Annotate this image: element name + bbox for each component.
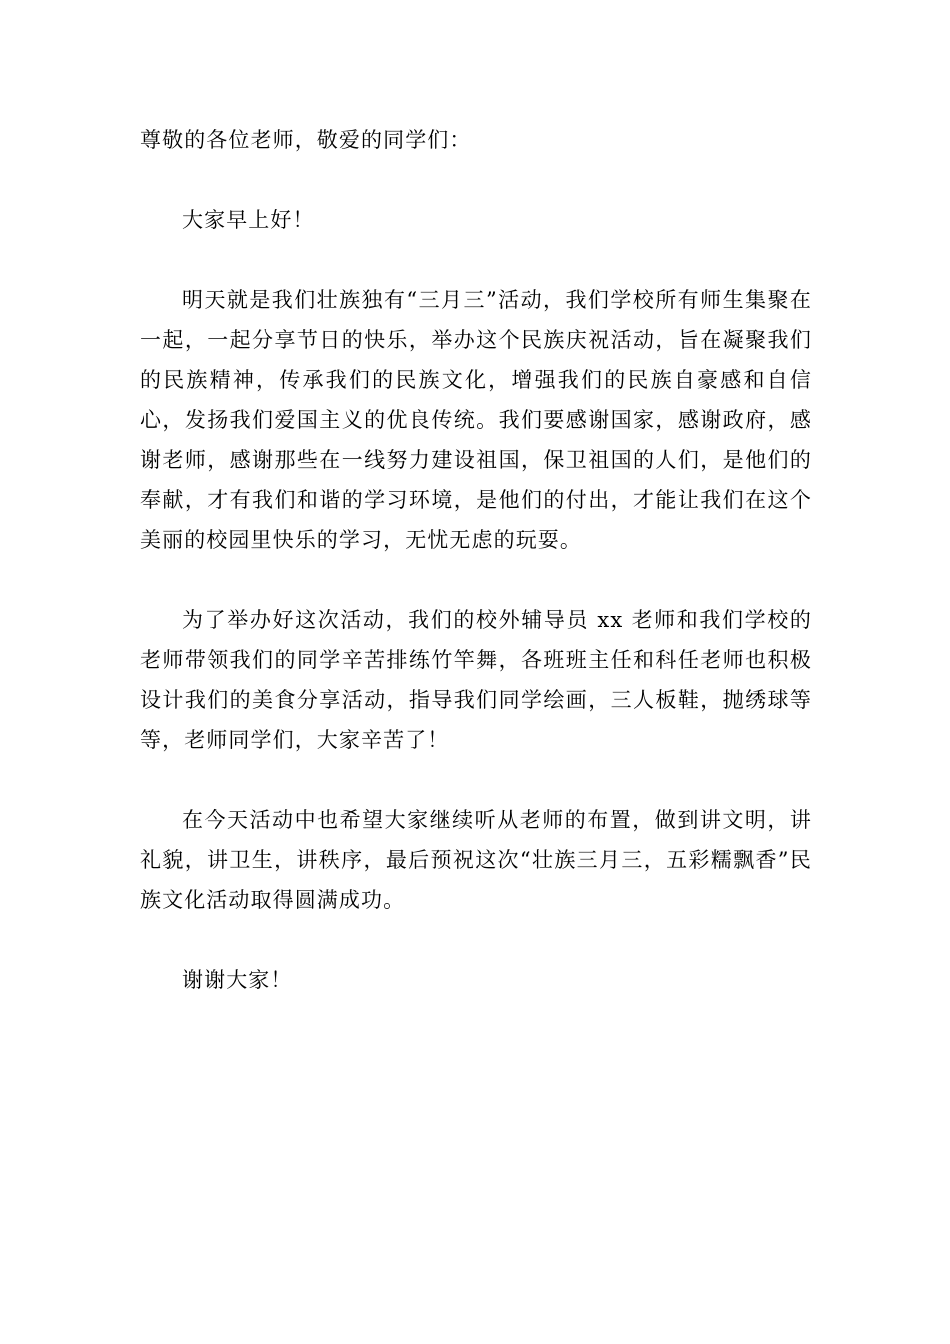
wishes-paragraph: 在今天活动中也希望大家继续听从老师的布置，做到讲文明，讲礼貌，讲卫生，讲秩序，最后预祝这次“壮族三月三，五彩糯飘香”民族文化活动取得圆满成功。 xyxy=(140,808,812,912)
festival-paragraph: 明天就是我们壮族独有“三月三”活动，我们学校所有师生集聚在一起，一起分享节日的快乐，举办这个民族庆祝活动，旨在凝聚我们的民族精神，传承我们的民族文化，增强我们的民族自豪感和自信心，发扬我们爱国主义的优良传统。我们要感谢国家，感谢政府，感谢老师，感谢那些在一线努力建设祖国，保卫祖国的人们，是他们的奉献，才有我们和谐的学习环境，是他们的付出，才能让我们在这个美丽的校园里快乐的学习，无忧无虑的玩耍。 xyxy=(140,288,812,552)
greeting-paragraph: 大家早上好！ xyxy=(182,208,315,232)
speech-body xyxy=(140,120,812,1040)
salutation: 尊敬的各位老师，敬爱的同学们： xyxy=(140,128,472,152)
preparation-paragraph: 为了举办好这次活动，我们的校外辅导员 xx 老师和我们学校的老师带领我们的同学辛苦排练竹竿舞，各班班主任和科任老师也积极设计我们的美食分享活动，指导我们同学绘画，三人板鞋，抛绣球等等，老师同学们，大家辛苦了！ xyxy=(140,608,812,752)
closing-paragraph: 谢谢大家！ xyxy=(182,968,293,992)
